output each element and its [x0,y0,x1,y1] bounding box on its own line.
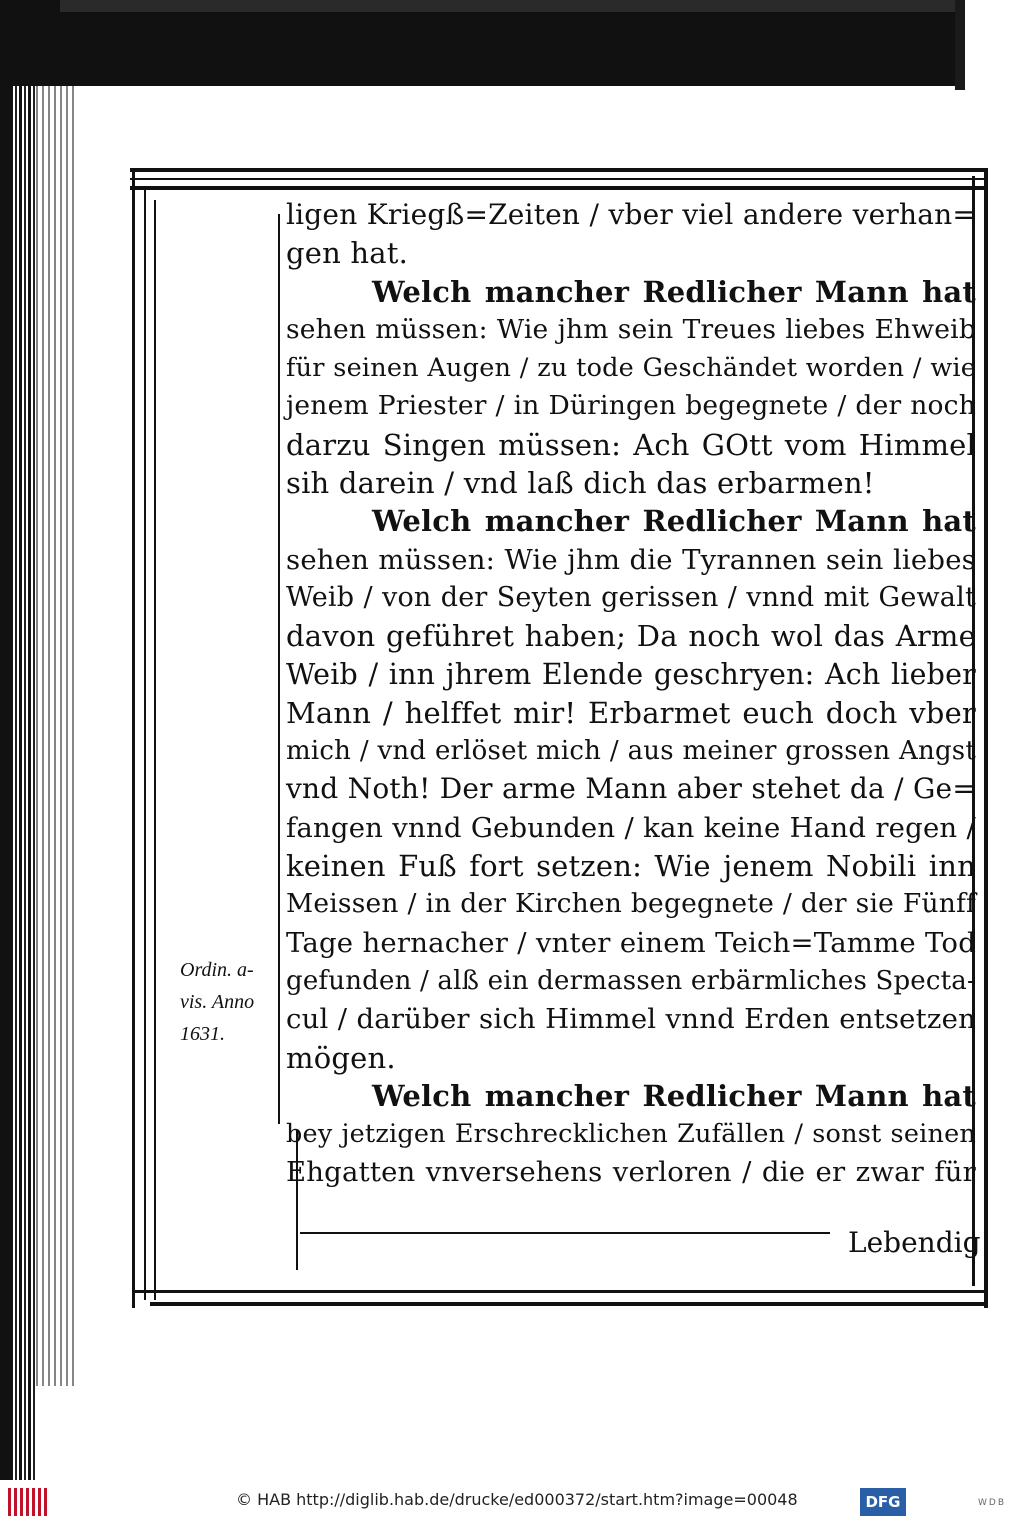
text-line-content: Meissen / in der Kirchen begegnete / der sie Fünff [286,888,976,920]
text-line-content: keinen Fuß fort setzen: Wie jenem Nobili inn [286,849,976,884]
text-line-content: darzu Singen müssen: Ach GOtt vom Himmel [286,427,976,462]
page-corner-shadow [955,0,965,90]
footer-rule [300,1232,830,1234]
body-text [286,196,976,1192]
text-line [286,770,976,808]
text-line [286,387,976,425]
wdb-mark: WDB [978,1498,1007,1508]
text-line-content: mich / vnd erlöset mich / aus meiner grossen Angst [286,736,976,767]
marginal-note-line: 1631. [180,1023,225,1045]
text-line [286,656,976,694]
marginal-note-line: vis. Anno [180,991,255,1013]
scan-top-edge [60,0,980,12]
text-line-content: sehen müssen: Wie jhm sein Treues liebes Ehweib [286,313,976,345]
library-logo-icon [8,1488,50,1516]
border-rule-top [130,178,988,180]
text-line-content: ligen Kriegß=Zeiten / vber viel andere verhan= [286,198,976,231]
text-line [286,809,976,847]
border-rule-top [130,186,988,190]
text-line-content: für seinen Augen / zu tode Geschändet worden / wie [286,353,976,384]
border-rule-left [154,200,156,1300]
border-rule-bottom [150,1302,988,1306]
text-line-content: Mann / helffet mir! Erbarmet euch doch vber [286,695,976,730]
text-line-content: gen hat. [286,236,409,271]
text-line-content: fangen vnnd Gebunden / kan keine Hand regen / [286,811,976,844]
paragraph-heading [286,502,976,540]
text-line-content: Weib / inn jhrem Elende geschryen: Ach lieber [286,657,976,691]
text-line-content: bey jetzigen Erschrecklichen Zufällen / sonst seinen [286,1119,976,1150]
border-rule-top [130,168,988,172]
text-line-content: Weib / von der Seyten gerissen / vnnd mit Gewalt [286,581,976,613]
text-line-content: Ehgatten vnversehens verloren / die er zwar für [286,1156,976,1189]
text-line [286,617,976,655]
text-line [286,732,976,770]
text-line-content: davon geführet haben; Da noch wol das Arme [286,619,976,654]
text-line [286,694,976,732]
text-line [286,1115,976,1153]
marginal-note-line: Ordin. a- [180,959,254,981]
text-line [286,349,976,387]
binding-shadow [10,86,36,1480]
text-line-content: Welch mancher Redlicher Mann hat [372,1078,976,1113]
text-line [286,924,976,962]
text-line [286,1000,976,1038]
text-line [286,464,976,502]
text-line [286,847,976,885]
page-corner [955,0,1024,90]
text-line-content: Tage hernacher / vnter einem Teich=Tamme Tod [286,926,976,959]
text-line [286,426,976,464]
text-line [286,579,976,617]
text-line [286,541,976,579]
border-rule-left [132,168,135,1308]
paragraph-heading [286,1077,976,1115]
text-line [286,311,976,349]
text-line [286,196,976,234]
source-link[interactable]: © HAB http://diglib.hab.de/drucke/ed000372/start.htm?image=00048 [236,1490,798,1509]
text-line-content: gefunden / alß ein dermassen erbärmliches Specta- [286,965,976,996]
catchword: Lebendig [848,1226,981,1259]
text-line-content: vnd Noth! Der arme Mann aber stehet da / Ge= [286,772,976,806]
text-line-content: sih darein / vnd laß dich das erbarmen! [286,466,875,501]
text-line [286,1153,976,1191]
text-line-content: Welch mancher Redlicher Mann hat [372,274,976,309]
text-line-content: sehen müssen: Wie jhm die Tyrannen sein liebes [286,543,976,576]
text-line-content: Welch mancher Redlicher Mann hat [372,504,976,539]
text-line [286,885,976,923]
border-rule-bottom [132,1290,988,1293]
marginal-note [180,954,280,1050]
paragraph-heading [286,273,976,311]
border-rule-left [144,190,146,1300]
binding-band [36,86,76,1386]
text-line [286,1039,976,1077]
border-rule-right [984,168,988,1308]
text-line-content: jenem Priester / in Düringen begegnete / der noch [286,390,976,422]
text-line [286,962,976,1000]
dfg-badge: DFG [860,1488,906,1516]
text-line [286,234,976,272]
text-line-content: mögen. [286,1040,396,1075]
text-line-content: cul / darüber sich Himmel vnnd Erden entsetzen [286,1003,976,1036]
